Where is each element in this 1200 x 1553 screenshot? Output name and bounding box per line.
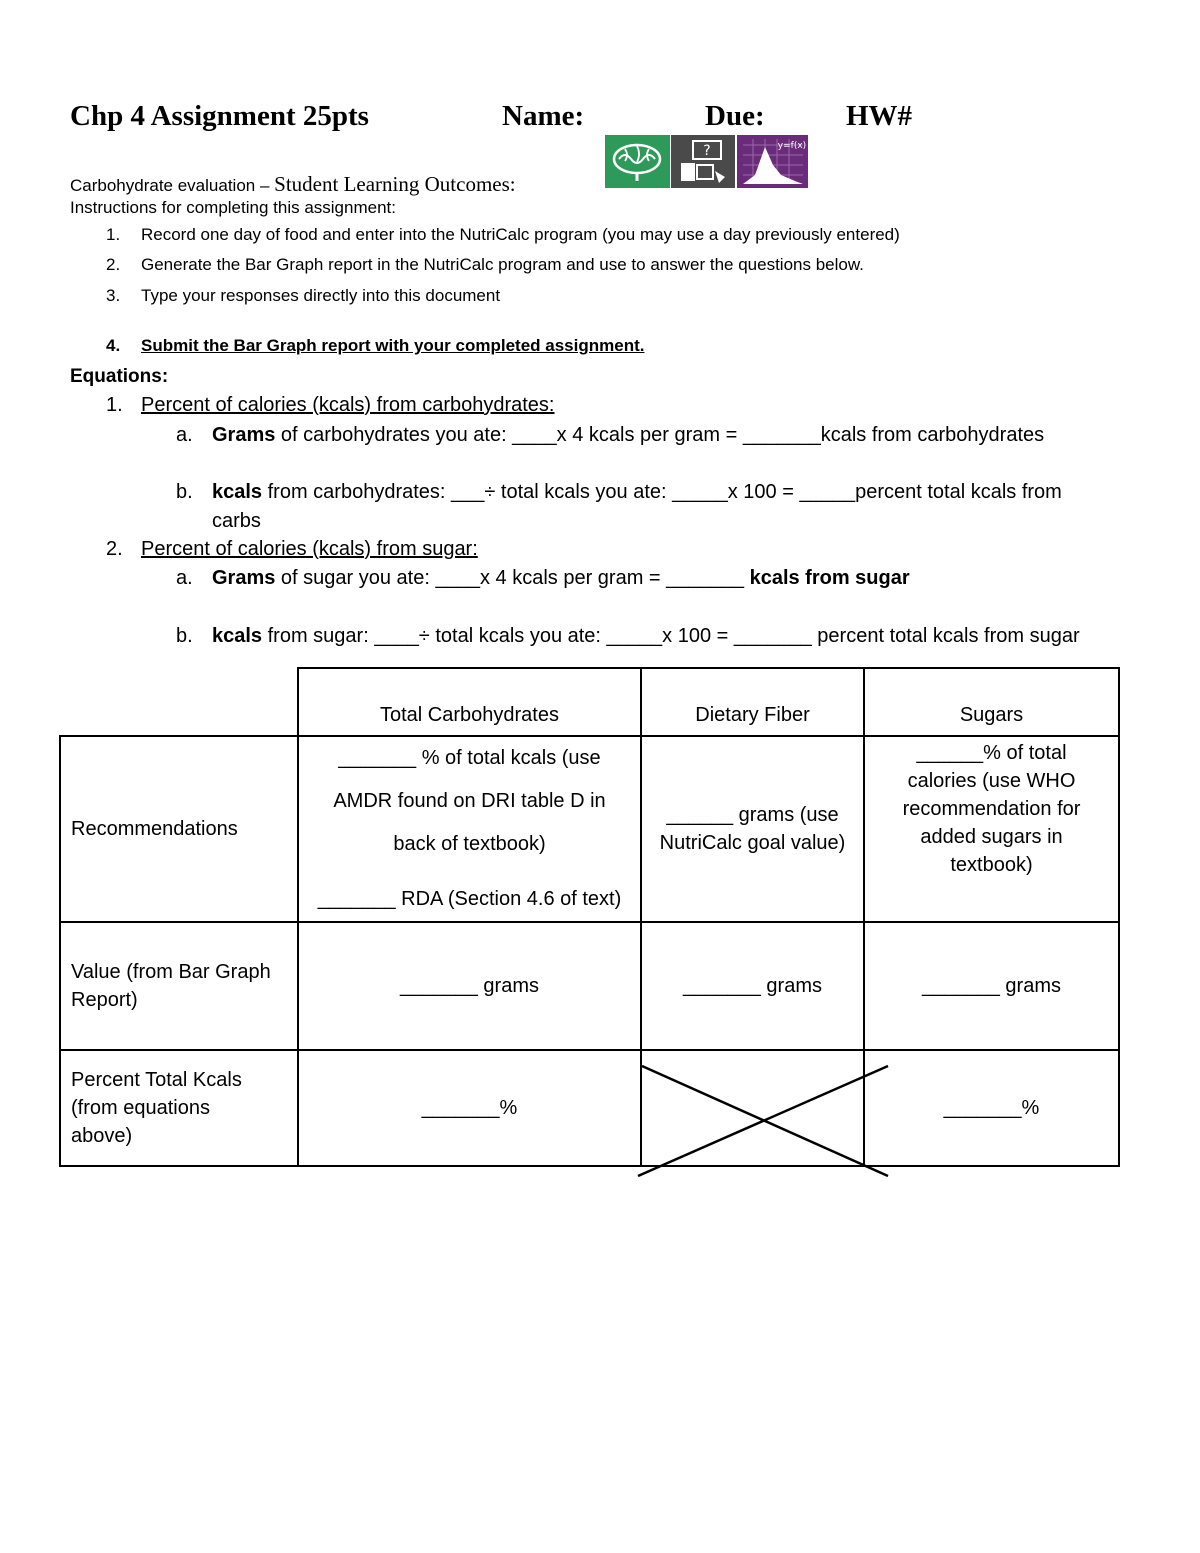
svg-text:y=f(x): y=f(x)	[777, 141, 807, 151]
function-graph-icon	[737, 135, 808, 188]
equation-2a	[212, 567, 910, 590]
cell-text: textbook)	[950, 854, 1033, 876]
instruction-num-3: 3.	[106, 286, 121, 305]
equation-1b-bold: kcals	[212, 481, 263, 503]
instruction-3: Type your responses directly into this document	[141, 286, 501, 305]
cell-text: _______ % of total kcals (use	[338, 747, 601, 769]
equation-2a-text: of sugar you ate: ____x 4 kcals per gram = _______	[275, 567, 745, 589]
table-row	[60, 1050, 1119, 1166]
equation-num-1: 1.	[106, 394, 123, 416]
outcomes-label: Student Learning Outcomes:	[274, 172, 516, 196]
equation-1b	[212, 481, 1062, 504]
table-row	[60, 922, 1119, 1050]
cell-text: Value (from Bar Graph	[71, 961, 271, 983]
cell-text: Percent Total Kcals	[71, 1069, 242, 1091]
equation-2a-letter: a.	[176, 567, 193, 589]
cell-text: back of textbook)	[393, 833, 546, 855]
equation-1b-wrap: carbs	[212, 510, 261, 532]
cross-out-mark	[630, 1058, 900, 1183]
equation-title-2: Percent of calories (kcals) from sugar:	[141, 538, 478, 560]
equation-1a-letter: a.	[176, 424, 193, 446]
eval-line	[70, 172, 516, 197]
equation-2b-letter: b.	[176, 625, 193, 647]
due-label: Due:	[705, 100, 765, 132]
cell-fiber-value: _______ grams	[641, 922, 864, 1050]
row-label-percent	[60, 1050, 298, 1166]
instruction-4: Submit the Bar Graph report with your completed assignment.	[141, 336, 645, 355]
header-dietary-fiber: Dietary Fiber	[641, 668, 864, 736]
cell-text: Report)	[71, 989, 138, 1011]
svg-text:?: ?	[703, 143, 711, 159]
cell-text: above)	[71, 1125, 133, 1147]
equation-2b-bold: kcals	[212, 625, 263, 647]
instruction-num-2: 2.	[106, 255, 121, 274]
cell-text: (from equations	[71, 1097, 210, 1119]
cell-text: recommendation for	[902, 798, 1081, 820]
equation-1a-text: of carbohydrates you ate: ____x 4 kcals per gram = _______kcals from carbohydrates	[275, 424, 1045, 446]
cell-total-carb-recommendation	[298, 736, 641, 922]
equations-heading: Equations:	[70, 366, 169, 387]
brain-icon	[605, 135, 670, 188]
table-corner	[60, 668, 298, 736]
equation-2b-text: from sugar: ____÷ total kcals you ate: _____x 100 = _______ percent total kcals from sugar	[262, 625, 1080, 647]
equation-2a-bold: Grams	[212, 567, 276, 589]
table-header-row	[60, 668, 1119, 736]
cell-fiber-recommendation	[641, 736, 864, 922]
eval-label: Carbohydrate evaluation –	[70, 176, 270, 195]
cell-text: ______ grams (use	[666, 804, 839, 826]
equation-2a-bold-tail: kcals from sugar	[744, 567, 910, 589]
cell-text: added sugars in	[920, 826, 1063, 848]
equation-1b-letter: b.	[176, 481, 193, 503]
cell-text: NutriCalc goal value)	[659, 832, 846, 854]
table-row	[60, 736, 1119, 922]
header-total-carbohydrates: Total Carbohydrates	[298, 668, 641, 736]
cell-text: _______ RDA (Section 4.6 of text)	[317, 888, 622, 910]
row-label-value	[60, 922, 298, 1050]
equation-title-1: Percent of calories (kcals) from carbohydrates:	[141, 394, 555, 416]
equation-1b-text: from carbohydrates: ___÷ total kcals you ate: _____x 100 = _____percent total kcals from	[262, 481, 1062, 503]
page-title: Chp 4 Assignment 25pts	[70, 100, 369, 132]
equation-1a-bold: Grams	[212, 424, 276, 446]
instructions-heading: Instructions for completing this assignment:	[70, 198, 396, 217]
instruction-2: Generate the Bar Graph report in the NutriCalc program and use to answer the questions below.	[141, 255, 864, 274]
cell-sugars-recommendation	[864, 736, 1119, 922]
header-sugars: Sugars	[864, 668, 1119, 736]
cell-sugars-value: _______ grams	[864, 922, 1119, 1050]
question-puzzle-icon	[671, 135, 735, 188]
instruction-1: Record one day of food and enter into the NutriCalc program (you may use a day previously entered)	[141, 225, 900, 244]
cell-text: AMDR found on DRI table D in	[333, 790, 606, 812]
cell-total-carb-percent: _______%	[298, 1050, 641, 1166]
nutrition-table	[59, 667, 1120, 1167]
name-label: Name:	[502, 100, 585, 132]
instruction-num-4: 4.	[106, 336, 121, 355]
cell-total-carb-value: _______ grams	[298, 922, 641, 1050]
cell-text: ______% of total	[916, 742, 1067, 764]
hw-label: HW#	[846, 100, 913, 132]
equation-1a	[212, 424, 1044, 447]
cell-text: calories (use WHO	[907, 770, 1076, 792]
equation-2b	[212, 625, 1080, 648]
instruction-num-1: 1.	[106, 225, 121, 244]
equation-num-2: 2.	[106, 538, 123, 560]
cell-sugars-percent: _______%	[864, 1050, 1119, 1166]
row-label-recommendations: Recommendations	[60, 736, 298, 922]
